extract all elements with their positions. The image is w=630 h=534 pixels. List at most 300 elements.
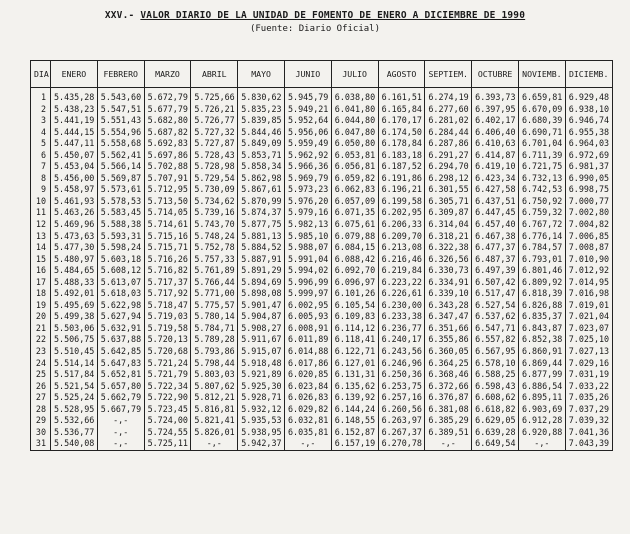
value-cell: 6.135,62 [331, 381, 378, 393]
value-cell: 5.687,82 [144, 127, 191, 139]
value-cell: 6.059,82 [331, 173, 378, 185]
value-cell: 6.250,36 [378, 369, 425, 381]
value-cell: 5.884,52 [238, 242, 285, 254]
value-cell: 5.719,03 [144, 311, 191, 323]
value-cell: 6.223,22 [378, 277, 425, 289]
value-cell: 5.739,16 [191, 207, 238, 219]
value-cell: 6.002,95 [284, 300, 331, 312]
value-cell: 5.721,24 [144, 358, 191, 370]
value-cell: 6.170,17 [378, 115, 425, 127]
value-cell: 5.727,87 [191, 138, 238, 150]
value-cell: 5.608,12 [97, 265, 144, 277]
value-cell: 5.874,37 [238, 207, 285, 219]
value-cell: 6.157,19 [331, 438, 378, 450]
value-cell: 6.291,27 [425, 150, 472, 162]
value-cell: 6.776,14 [518, 231, 565, 243]
value-cell: 7.025,10 [565, 334, 612, 346]
value-cell: 7.006,85 [565, 231, 612, 243]
day-cell: 8 [31, 173, 51, 185]
value-cell: 6.206,33 [378, 219, 425, 231]
value-cell: 6.020,85 [284, 369, 331, 381]
value-cell: 6.023,84 [284, 381, 331, 393]
table-row [31, 88, 613, 104]
value-cell: 6.263,97 [378, 415, 425, 427]
value-cell: 6.114,12 [331, 323, 378, 335]
value-cell: 6.364,25 [425, 358, 472, 370]
value-cell: 6.057,09 [331, 196, 378, 208]
value-cell: 5.921,89 [238, 369, 285, 381]
value-cell: 6.178,84 [378, 138, 425, 150]
table-row [31, 277, 613, 289]
value-cell: 5.726,77 [191, 115, 238, 127]
value-cell: 5.862,98 [238, 173, 285, 185]
table-row [31, 334, 613, 346]
value-cell: 5.588,38 [97, 219, 144, 231]
value-cell: 6.109,83 [331, 311, 378, 323]
value-cell: 5.973,23 [284, 184, 331, 196]
value-cell: 6.183,18 [378, 150, 425, 162]
value-cell: 7.043,39 [565, 438, 612, 450]
table-row [31, 207, 613, 219]
value-cell: 6.759,32 [518, 207, 565, 219]
table-row [31, 219, 613, 231]
value-cell: 6.427,58 [472, 184, 519, 196]
value-cell: 5.748,24 [191, 231, 238, 243]
value-cell: 6.818,39 [518, 288, 565, 300]
value-cell: 5.477,30 [51, 242, 98, 254]
value-cell: 6.246,96 [378, 358, 425, 370]
value-cell: 5.521,54 [51, 381, 98, 393]
value-cell: 6.793,01 [518, 254, 565, 266]
value-cell: 7.037,29 [565, 404, 612, 416]
value-cell: 6.139,92 [331, 392, 378, 404]
value-cell: 6.144,24 [331, 404, 378, 416]
value-cell: 5.935,53 [238, 415, 285, 427]
value-cell: 6.351,66 [425, 323, 472, 335]
value-cell: 6.843,87 [518, 323, 565, 335]
value-cell: 5.881,13 [238, 231, 285, 243]
value-cell: 5.453,04 [51, 161, 98, 173]
value-cell: 6.314,04 [425, 219, 472, 231]
value-cell: 5.566,14 [97, 161, 144, 173]
value-cell: 5.444,15 [51, 127, 98, 139]
day-cell: 4 [31, 127, 51, 139]
day-cell: 25 [31, 369, 51, 381]
value-cell: 5.551,43 [97, 115, 144, 127]
value-cell: 5.473,63 [51, 231, 98, 243]
day-cell: 12 [31, 219, 51, 231]
value-cell: 6.507,42 [472, 277, 519, 289]
value-cell: -,- [518, 438, 565, 450]
value-cell: 6.277,60 [425, 104, 472, 116]
value-cell: 6.026,83 [284, 392, 331, 404]
column-header-month: ABRIL [191, 61, 238, 88]
value-cell: 6.334,91 [425, 277, 472, 289]
value-cell: 5.771,00 [191, 288, 238, 300]
value-cell: 6.253,75 [378, 381, 425, 393]
value-cell: 5.573,61 [97, 184, 144, 196]
value-cell: 6.122,71 [331, 346, 378, 358]
value-cell: 6.410,63 [472, 138, 519, 150]
value-cell: 5.532,66 [51, 415, 98, 427]
value-cell: 6.406,40 [472, 127, 519, 139]
value-cell: 6.233,38 [378, 311, 425, 323]
table-row [31, 115, 613, 127]
value-cell: 6.376,87 [425, 392, 472, 404]
column-header-month: AGOSTO [378, 61, 425, 88]
value-cell: 5.807,62 [191, 381, 238, 393]
value-cell: 5.558,68 [97, 138, 144, 150]
value-cell: 6.257,16 [378, 392, 425, 404]
table-row [31, 311, 613, 323]
value-cell: 6.118,41 [331, 334, 378, 346]
value-cell: 5.849,09 [238, 138, 285, 150]
value-cell: 6.527,54 [472, 300, 519, 312]
value-cell: 6.990,05 [565, 173, 612, 185]
value-cell: 6.202,95 [378, 207, 425, 219]
value-cell: 6.920,88 [518, 427, 565, 439]
value-cell: 5.724,00 [144, 415, 191, 427]
value-cell: 5.562,41 [97, 150, 144, 162]
value-cell: 5.525,24 [51, 392, 98, 404]
value-cell: 6.784,57 [518, 242, 565, 254]
table-row [31, 104, 613, 116]
value-cell: 5.717,92 [144, 288, 191, 300]
value-cell: 6.972,69 [565, 150, 612, 162]
value-cell: 6.732,13 [518, 173, 565, 185]
table-row [31, 288, 613, 300]
value-cell: 6.809,92 [518, 277, 565, 289]
header-row [31, 61, 613, 88]
value-cell: 6.912,28 [518, 415, 565, 427]
value-cell: 6.075,61 [331, 219, 378, 231]
table-row [31, 161, 613, 173]
value-cell: 5.637,88 [97, 334, 144, 346]
column-header-month: MARZO [144, 61, 191, 88]
value-cell: 6.260,56 [378, 404, 425, 416]
value-cell: 5.618,03 [97, 288, 144, 300]
value-cell: 6.274,19 [425, 88, 472, 104]
value-cell: 6.981,37 [565, 161, 612, 173]
value-cell: 7.035,26 [565, 392, 612, 404]
value-cell: 5.915,07 [238, 346, 285, 358]
column-header-month: OCTUBRE [472, 61, 519, 88]
value-cell: 5.780,14 [191, 311, 238, 323]
day-cell: 7 [31, 161, 51, 173]
value-cell: 5.962,92 [284, 150, 331, 162]
value-cell: 6.216,46 [378, 254, 425, 266]
table-row [31, 381, 613, 393]
value-cell: 6.557,82 [472, 334, 519, 346]
value-cell: 6.742,53 [518, 184, 565, 196]
value-cell: 7.027,13 [565, 346, 612, 358]
day-cell: 14 [31, 242, 51, 254]
value-cell: 6.236,77 [378, 323, 425, 335]
value-cell: 7.010,90 [565, 254, 612, 266]
day-cell: 10 [31, 196, 51, 208]
value-cell: 6.497,39 [472, 265, 519, 277]
value-cell: 5.435,28 [51, 88, 98, 104]
table-row [31, 392, 613, 404]
value-cell: 6.219,84 [378, 265, 425, 277]
day-cell: 30 [31, 427, 51, 439]
value-cell: 6.014,88 [284, 346, 331, 358]
value-cell: 6.670,09 [518, 104, 565, 116]
value-cell: 5.495,69 [51, 300, 98, 312]
value-cell: 5.712,95 [144, 184, 191, 196]
value-cell: 6.659,81 [518, 88, 565, 104]
column-header-month: NOVIEMB. [518, 61, 565, 88]
value-cell: 5.877,75 [238, 219, 285, 231]
value-cell: 6.964,03 [565, 138, 612, 150]
value-cell: 6.360,05 [425, 346, 472, 358]
value-cell: 5.725,66 [191, 88, 238, 104]
value-cell: 5.991,04 [284, 254, 331, 266]
value-cell: 5.867,61 [238, 184, 285, 196]
value-cell: 6.056,81 [331, 161, 378, 173]
table-row [31, 323, 613, 335]
value-cell: 6.537,62 [472, 311, 519, 323]
day-cell: 31 [31, 438, 51, 450]
value-cell: 6.826,88 [518, 300, 565, 312]
day-cell: 18 [31, 288, 51, 300]
day-cell: 28 [31, 404, 51, 416]
value-cell: 6.680,39 [518, 115, 565, 127]
table-row [31, 231, 613, 243]
column-header-month: ENERO [51, 61, 98, 88]
value-cell: 6.287,86 [425, 138, 472, 150]
table-row [31, 150, 613, 162]
value-cell: 6.230,00 [378, 300, 425, 312]
value-cell: 5.714,05 [144, 207, 191, 219]
value-cell: 5.959,49 [284, 138, 331, 150]
day-cell: 24 [31, 358, 51, 370]
value-cell: 5.830,62 [238, 88, 285, 104]
value-cell: 7.004,82 [565, 219, 612, 231]
value-cell: 5.716,82 [144, 265, 191, 277]
value-cell: 6.372,66 [425, 381, 472, 393]
value-cell: 6.381,08 [425, 404, 472, 416]
value-cell: 6.368,46 [425, 369, 472, 381]
value-cell: 5.441,19 [51, 115, 98, 127]
value-cell: 5.707,91 [144, 173, 191, 185]
value-cell: 6.467,38 [472, 231, 519, 243]
value-cell: 5.702,88 [144, 161, 191, 173]
value-cell: 5.506,75 [51, 334, 98, 346]
value-cell: 6.852,38 [518, 334, 565, 346]
value-cell: 5.715,71 [144, 242, 191, 254]
value-cell: 5.540,08 [51, 438, 98, 450]
value-cell: 5.901,47 [238, 300, 285, 312]
value-cell: 5.715,16 [144, 231, 191, 243]
column-header-month: DICIEMB. [565, 61, 612, 88]
value-cell: 6.318,21 [425, 231, 472, 243]
value-cell: 7.014,95 [565, 277, 612, 289]
value-cell: 6.330,73 [425, 265, 472, 277]
value-cell: 6.721,75 [518, 161, 565, 173]
value-cell: 7.029,16 [565, 358, 612, 370]
value-cell: 6.649,54 [472, 438, 519, 450]
value-cell: 5.988,07 [284, 242, 331, 254]
value-cell: 6.567,95 [472, 346, 519, 358]
value-cell: 6.347,47 [425, 311, 472, 323]
table-row [31, 242, 613, 254]
value-cell: 6.050,80 [331, 138, 378, 150]
value-cell: 5.714,61 [144, 219, 191, 231]
value-cell: 5.870,99 [238, 196, 285, 208]
value-cell: 5.717,37 [144, 277, 191, 289]
value-cell: 6.877,99 [518, 369, 565, 381]
value-cell: 6.152,87 [331, 427, 378, 439]
day-cell: 6 [31, 150, 51, 162]
value-cell: 6.618,82 [472, 404, 519, 416]
value-cell: 5.938,95 [238, 427, 285, 439]
value-cell: 6.750,92 [518, 196, 565, 208]
value-cell: 6.131,31 [331, 369, 378, 381]
value-cell: 6.044,80 [331, 115, 378, 127]
column-header-month: FEBRERO [97, 61, 144, 88]
day-cell: 13 [31, 231, 51, 243]
value-cell: 5.528,95 [51, 404, 98, 416]
value-cell: 6.487,37 [472, 254, 519, 266]
table-row [31, 196, 613, 208]
value-cell: -,- [97, 427, 144, 439]
value-cell: 5.725,11 [144, 438, 191, 450]
value-cell: 6.101,26 [331, 288, 378, 300]
value-cell: 5.949,21 [284, 104, 331, 116]
value-cell: 5.911,67 [238, 334, 285, 346]
value-cell: 6.071,35 [331, 207, 378, 219]
value-cell: 6.032,81 [284, 415, 331, 427]
value-cell: 6.355,86 [425, 334, 472, 346]
value-cell: 6.903,69 [518, 404, 565, 416]
value-cell: 5.713,50 [144, 196, 191, 208]
value-cell: 5.720,68 [144, 346, 191, 358]
value-cell: 6.196,21 [378, 184, 425, 196]
value-cell: 5.952,64 [284, 115, 331, 127]
value-cell: 6.477,37 [472, 242, 519, 254]
value-cell: 5.722,90 [144, 392, 191, 404]
value-cell: 5.642,85 [97, 346, 144, 358]
value-cell: 5.720,13 [144, 334, 191, 346]
value-cell: 6.998,75 [565, 184, 612, 196]
value-cell: 6.270,78 [378, 438, 425, 450]
value-cell: 5.543,60 [97, 88, 144, 104]
table-row [31, 300, 613, 312]
value-cell: 6.629,05 [472, 415, 519, 427]
value-cell: 5.956,06 [284, 127, 331, 139]
value-cell: 5.844,46 [238, 127, 285, 139]
value-cell: 5.724,55 [144, 427, 191, 439]
value-cell: 7.033,22 [565, 381, 612, 393]
value-cell: 5.554,96 [97, 127, 144, 139]
day-cell: 29 [31, 415, 51, 427]
value-cell: 6.767,72 [518, 219, 565, 231]
value-cell: 6.389,51 [425, 427, 472, 439]
value-cell: 6.035,81 [284, 427, 331, 439]
document-subtitle: (Fuente: Diario Oficial) [249, 24, 381, 34]
value-cell: 5.622,98 [97, 300, 144, 312]
value-cell: 5.647,83 [97, 358, 144, 370]
day-cell: 27 [31, 392, 51, 404]
value-cell: 5.603,18 [97, 254, 144, 266]
day-cell: 23 [31, 346, 51, 358]
value-cell: 5.798,44 [191, 358, 238, 370]
value-cell: 5.697,86 [144, 150, 191, 162]
value-cell: 5.908,27 [238, 323, 285, 335]
value-cell: 5.469,96 [51, 219, 98, 231]
value-cell: 6.690,71 [518, 127, 565, 139]
table-row [31, 173, 613, 185]
value-cell: 7.023,07 [565, 323, 612, 335]
value-cell: 5.793,86 [191, 346, 238, 358]
value-cell: 6.294,70 [425, 161, 472, 173]
value-cell: 5.928,71 [238, 392, 285, 404]
value-cell: 6.326,56 [425, 254, 472, 266]
value-cell: 5.743,70 [191, 219, 238, 231]
uf-daily-values-table [30, 60, 613, 451]
value-cell: 5.722,34 [144, 381, 191, 393]
day-cell: 20 [31, 311, 51, 323]
value-cell: 6.414,87 [472, 150, 519, 162]
value-cell: -,- [425, 438, 472, 450]
value-cell: 5.727,32 [191, 127, 238, 139]
table-row [31, 415, 613, 427]
value-cell: 5.657,80 [97, 381, 144, 393]
value-cell: 5.682,80 [144, 115, 191, 127]
value-cell: 6.062,83 [331, 184, 378, 196]
value-cell: 6.309,87 [425, 207, 472, 219]
value-cell: 6.053,81 [331, 150, 378, 162]
table-row [31, 358, 613, 370]
value-cell: 5.891,29 [238, 265, 285, 277]
column-header-month: JUNIO [284, 61, 331, 88]
value-cell: 6.079,88 [331, 231, 378, 243]
value-cell: 5.982,13 [284, 219, 331, 231]
value-cell: 6.801,46 [518, 265, 565, 277]
table-row [31, 346, 613, 358]
day-cell: 9 [31, 184, 51, 196]
value-cell: 5.775,57 [191, 300, 238, 312]
day-cell: 17 [31, 277, 51, 289]
value-cell: 5.932,12 [238, 404, 285, 416]
value-cell: 5.761,89 [191, 265, 238, 277]
value-cell: 6.447,45 [472, 207, 519, 219]
value-cell: 6.343,28 [425, 300, 472, 312]
value-cell: 6.305,71 [425, 196, 472, 208]
table-body [31, 88, 613, 451]
value-cell: 5.721,79 [144, 369, 191, 381]
table-header [31, 61, 613, 88]
value-cell: 6.213,08 [378, 242, 425, 254]
value-cell: 5.734,62 [191, 196, 238, 208]
value-cell: 6.005,93 [284, 311, 331, 323]
day-cell: 5 [31, 138, 51, 150]
value-cell: 5.835,23 [238, 104, 285, 116]
value-cell: 6.127,01 [331, 358, 378, 370]
column-header-month: SEPTIEM. [425, 61, 472, 88]
value-cell: 5.945,79 [284, 88, 331, 104]
value-cell: 7.039,32 [565, 415, 612, 427]
value-cell: 5.492,01 [51, 288, 98, 300]
value-cell: 6.711,39 [518, 150, 565, 162]
value-cell: 6.578,10 [472, 358, 519, 370]
value-cell: 6.423,34 [472, 173, 519, 185]
value-cell: 5.627,94 [97, 311, 144, 323]
value-cell: 6.457,40 [472, 219, 519, 231]
value-cell: 5.726,21 [191, 104, 238, 116]
value-cell: 5.672,79 [144, 88, 191, 104]
